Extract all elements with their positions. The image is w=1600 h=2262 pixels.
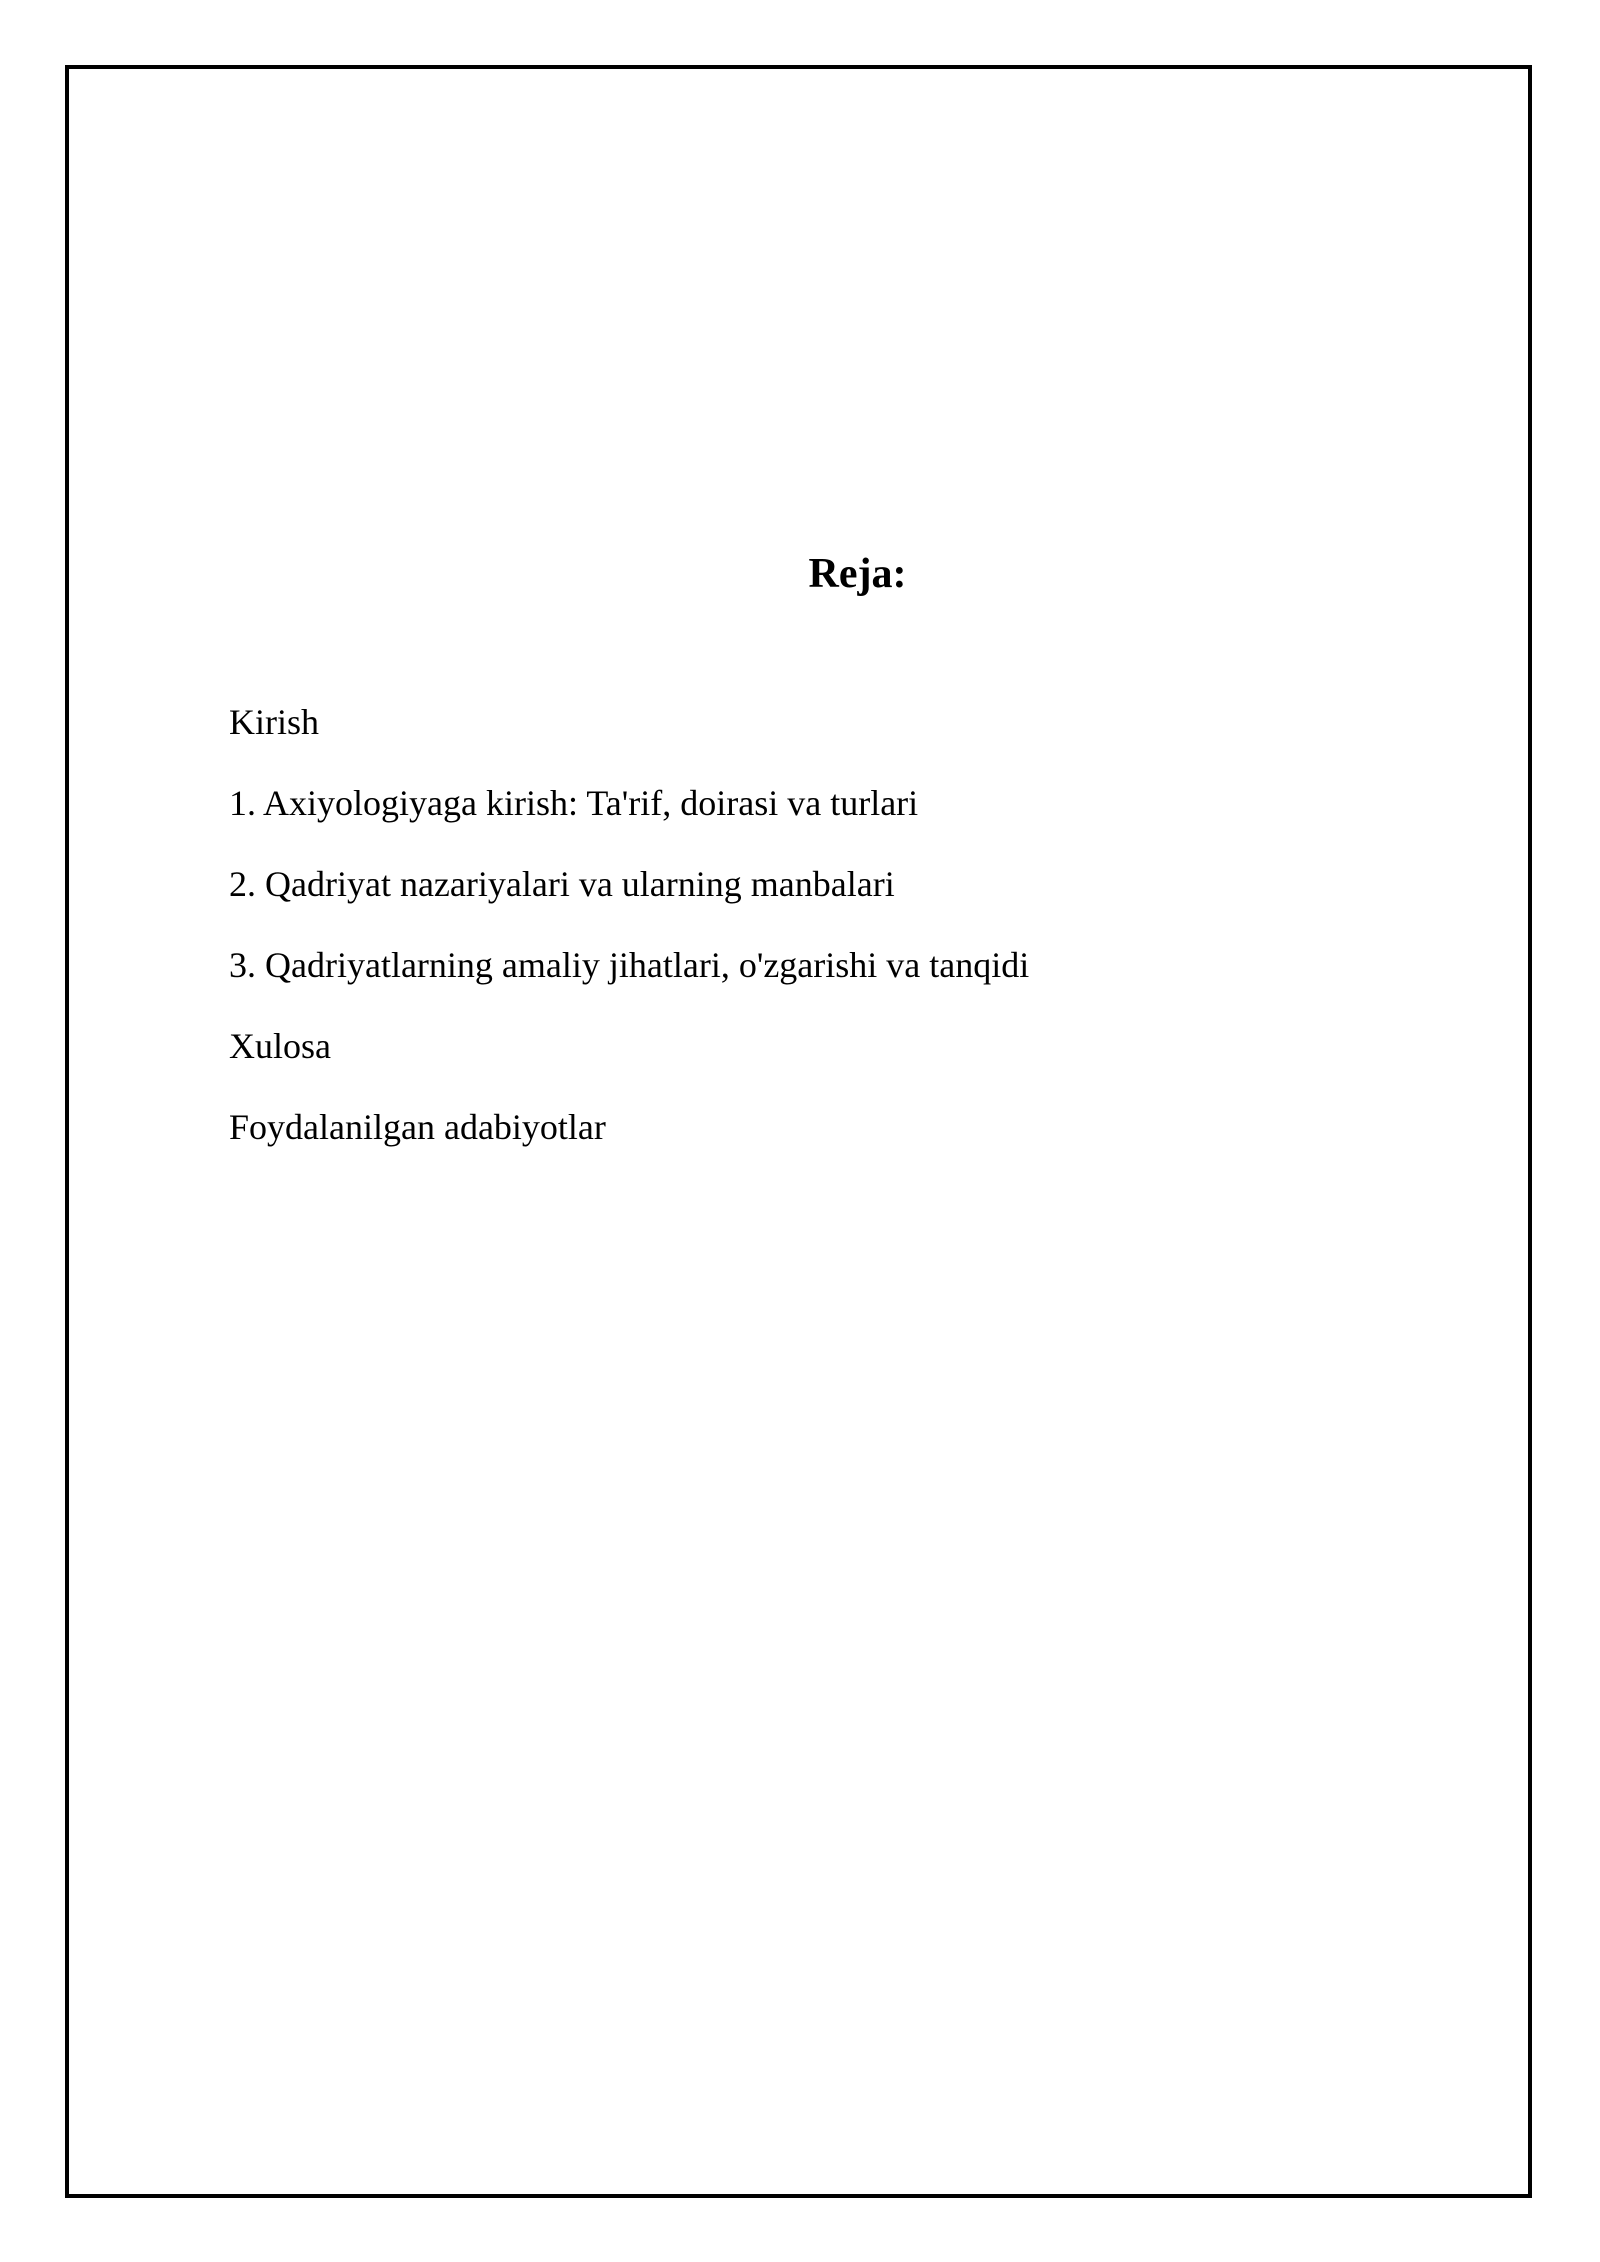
toc-item-chapter-1: 1. Axiyologiyaga kirish: Ta'rif, doirasi va turlari: [229, 783, 919, 823]
toc-item-references: Foydalanilgan adabiyotlar: [229, 1107, 606, 1147]
toc-item-introduction: Kirish: [229, 702, 319, 742]
page-title: Reja:: [808, 551, 907, 597]
toc-item-chapter-3: 3. Qadriyatlarning amaliy jihatlari, o'zgarishi va tanqidi: [229, 945, 1030, 985]
table-of-contents: [229, 700, 1029, 1186]
toc-item-chapter-2: 2. Qadriyat nazariyalari va ularning manbalari: [229, 864, 895, 904]
toc-item-conclusion: Xulosa: [229, 1026, 331, 1066]
